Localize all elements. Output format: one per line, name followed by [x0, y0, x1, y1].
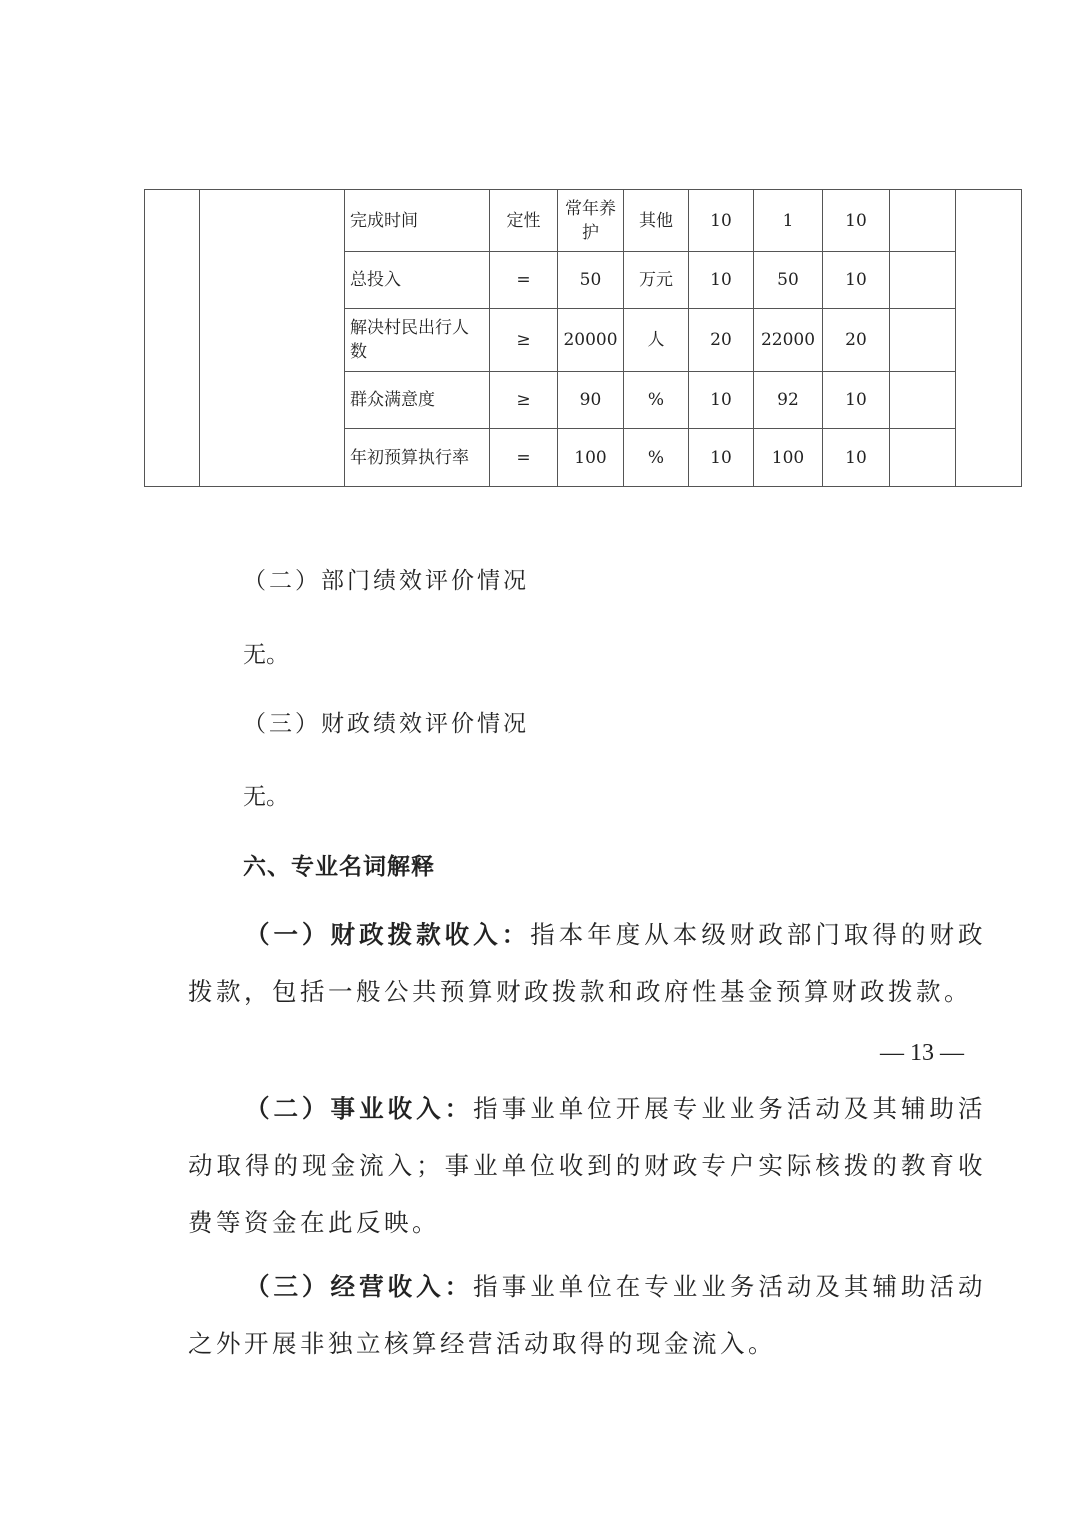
unit-cell: %	[624, 429, 689, 487]
glossary-item	[188, 1258, 986, 1372]
glossary-item	[188, 906, 986, 1020]
note-cell	[890, 252, 956, 309]
fiscal-eval-heading: （三）财政绩效评价情况	[243, 711, 529, 737]
indicator-cell: 解决村民出行人数	[345, 309, 490, 372]
actual-cell: 22000	[754, 309, 823, 372]
glossary-definition: 指事业单位开展专业业务活动及其辅助活动取得的现金流入；事业单位收到的财政专户实际核拨的教育收费等资金在此反映。	[188, 1094, 987, 1237]
operator-cell: 定性	[490, 190, 558, 252]
actual-cell: 100	[754, 429, 823, 487]
indicator-cell: 总投入	[345, 252, 490, 309]
weight-cell: 10	[689, 372, 754, 429]
glossary-term: （三）经营收入：	[245, 1272, 474, 1301]
actual-cell: 92	[754, 372, 823, 429]
weight-cell: 10	[689, 429, 754, 487]
indicator-cell: 年初预算执行率	[345, 429, 490, 487]
unit-cell: 人	[624, 309, 689, 372]
operator-cell: ≥	[490, 372, 558, 429]
note-cell	[890, 429, 956, 487]
glossary-definition: 指事业单位在专业业务活动及其辅助活动之外开展非独立核算经营活动取得的现金流入。	[188, 1272, 987, 1358]
merged-right-cell	[956, 190, 1022, 487]
unit-cell: %	[624, 372, 689, 429]
target-cell: 50	[558, 252, 624, 309]
note-cell	[890, 372, 956, 429]
operator-cell: ≥	[490, 309, 558, 372]
score-cell: 10	[823, 190, 890, 252]
target-cell: 100	[558, 429, 624, 487]
indicator-cell: 群众满意度	[345, 372, 490, 429]
weight-cell: 10	[689, 190, 754, 252]
dept-eval-text: 无。	[243, 642, 289, 668]
glossary-heading: 六、专业名词解释	[243, 854, 435, 880]
table-row	[145, 190, 1022, 252]
page-number: — 13 —	[880, 1040, 964, 1066]
score-cell: 10	[823, 372, 890, 429]
score-cell: 10	[823, 252, 890, 309]
weight-cell: 20	[689, 309, 754, 372]
dept-eval-heading: （二）部门绩效评价情况	[243, 568, 529, 594]
note-cell	[890, 190, 956, 252]
score-cell: 20	[823, 309, 890, 372]
score-cell: 10	[823, 429, 890, 487]
performance-indicator-table	[144, 189, 1022, 487]
fiscal-eval-text: 无。	[243, 784, 289, 810]
target-cell: 20000	[558, 309, 624, 372]
target-cell: 90	[558, 372, 624, 429]
indicator-cell: 完成时间	[345, 190, 490, 252]
operator-cell: =	[490, 429, 558, 487]
operator-cell: =	[490, 252, 558, 309]
unit-cell: 万元	[624, 252, 689, 309]
glossary-definition: 指本年度从本级财政部门取得的财政拨款，包括一般公共预算财政拨款和政府性基金预算财政拨款。	[188, 920, 987, 1006]
merged-level2-cell	[200, 190, 345, 487]
actual-cell: 1	[754, 190, 823, 252]
merged-level1-cell	[145, 190, 200, 487]
weight-cell: 10	[689, 252, 754, 309]
glossary-item	[188, 1080, 986, 1251]
note-cell	[890, 309, 956, 372]
glossary-term: （一）财政拨款收入：	[245, 920, 531, 949]
target-cell: 常年养护	[558, 190, 624, 252]
unit-cell: 其他	[624, 190, 689, 252]
actual-cell: 50	[754, 252, 823, 309]
glossary-term: （二）事业收入：	[245, 1094, 474, 1123]
